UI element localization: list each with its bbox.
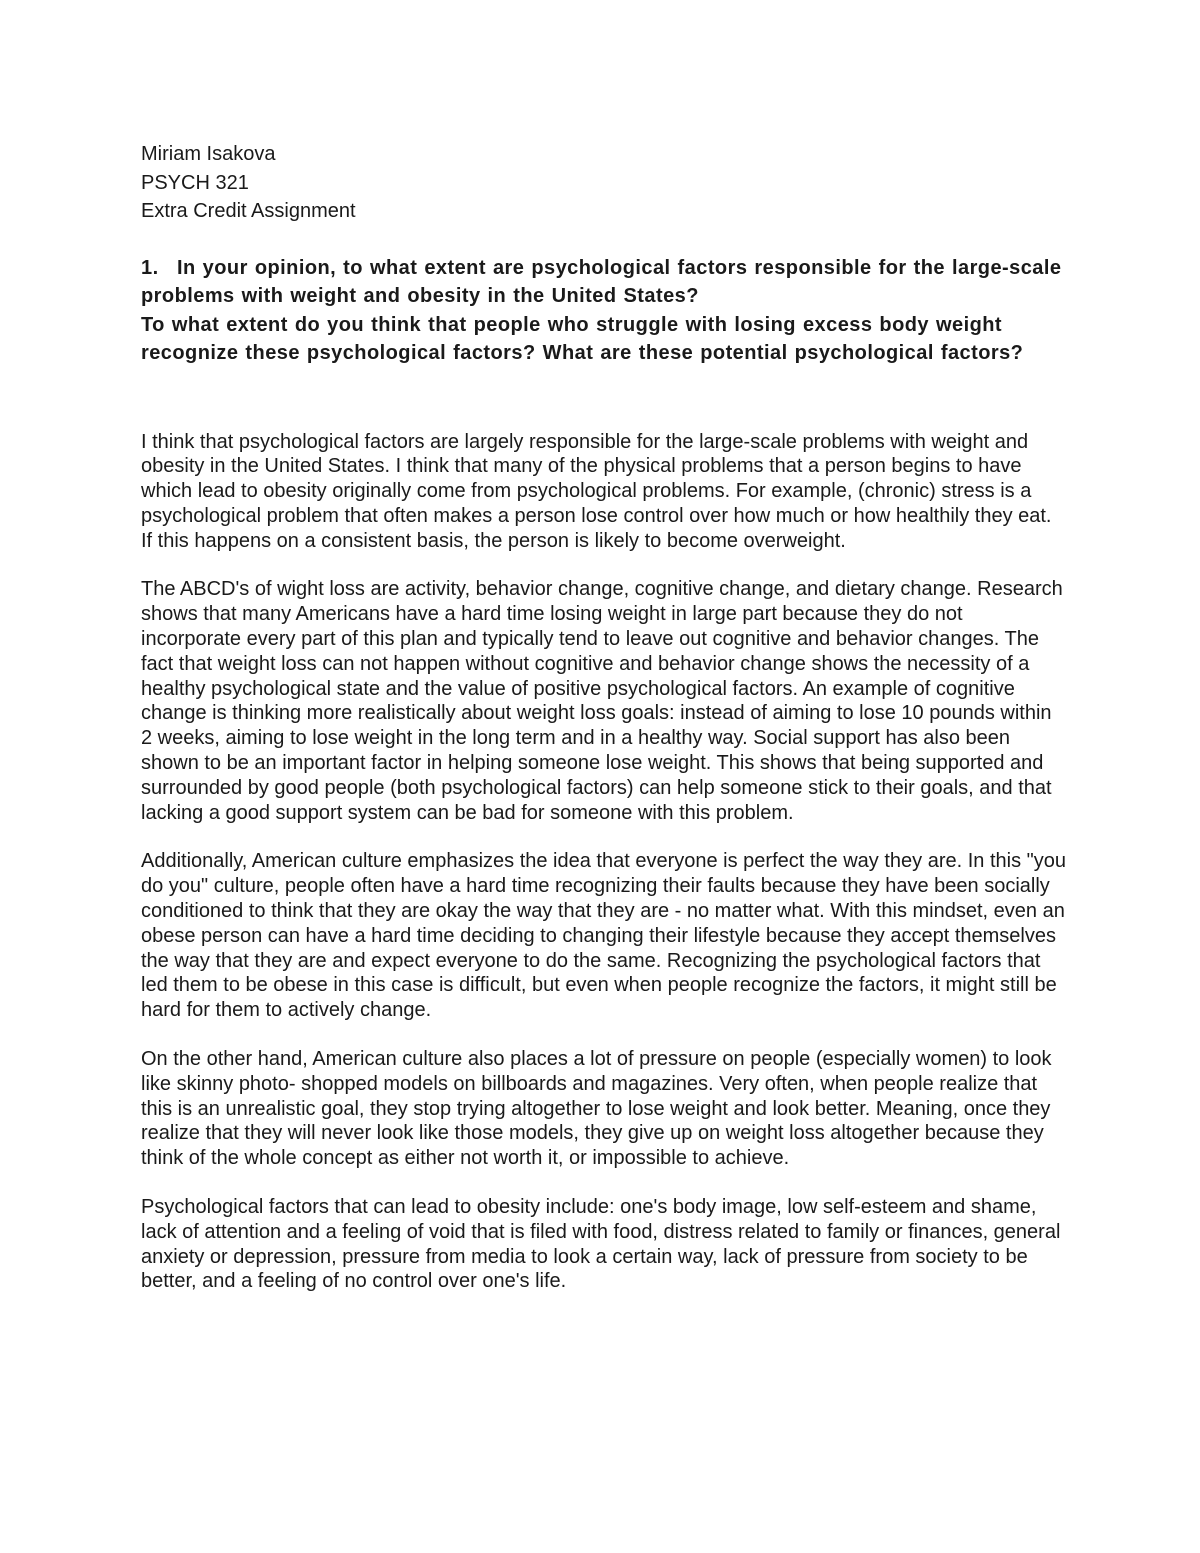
question-number: 1. <box>141 256 159 279</box>
answer-body <box>141 430 1066 1295</box>
answer-paragraph-5: Psychological factors that can lead to obesity include: one's body image, low self-esteem and shame, lack of attention and a feeling of void that is filed with food, distress related to family or finances, general anxiety or depression, pressure from media to look a certain way, lack of pressure from society to be better, and a feeling of no control over one's life. <box>141 1196 1061 1293</box>
question-block <box>141 254 1066 368</box>
answer-paragraph-3: Additionally, American culture emphasizes the idea that everyone is perfect the way they are. In this "you do you" culture, people often have a hard time recognizing their faults because they have been socially conditioned to think that they are okay the way that they are - no matter what. With this mindset, even an obese person can have a hard time deciding to changing their lifestyle because they accept themselves the way that they are and expect everyone to do the same. Recognizing the psychological factors that led them to be obese in this case is difficult, but even when people recognize the factors, it might still be hard for them to actively change. <box>141 850 1066 1022</box>
document-header <box>141 140 1066 226</box>
answer-paragraph-4: On the other hand, American culture also places a lot of pressure on people (especially women) to look like skinny photo- shopped models on billboards and magazines. Very often, when people realize that this is an unrealistic goal, they stop trying altogether to lose weight and look better. Meaning, once they realize that they will never look like those models, they give up on weight loss altogether because they think of the whole concept as either not worth it, or impossible to achieve. <box>141 1048 1052 1170</box>
question-line-1 <box>141 254 1066 311</box>
question-text-1: In your opinion, to what extent are psychological factors responsible for the large-scale problems with weight and obesity in the United States? <box>141 256 1062 307</box>
course-code: PSYCH 321 <box>141 171 249 194</box>
answer-paragraph-1: I think that psychological factors are largely responsible for the large-scale problems with weight and obesity in the United States. I think that many of the physical problems that a person begins to have which lead to obesity originally come from psychological problems. For example, (chronic) stress is a psychological problem that often makes a person lose control over how much or how healthily they eat. If this happens on a consistent basis, the person is likely to become overweight. <box>141 430 1052 552</box>
question-line-2: To what extent do you think that people who struggle with losing excess body weight recognize these psychological factors? What are these potential psychological factors? <box>141 313 1024 364</box>
author-name: Miriam Isakova <box>141 143 276 165</box>
document-content <box>141 140 1066 1318</box>
assignment-title: Extra Credit Assignment <box>141 200 356 222</box>
answer-paragraph-2: The ABCD's of wight loss are activity, behavior change, cognitive change, and dietary change. Research shows that many Americans have a hard time losing weight in large part because they do not incorporate every part of this plan and typically tend to leave out cognitive and behavior changes. The fact that weight loss can not happen without cognitive and behavior change shows the necessity of a healthy psychological state and the value of positive psychological factors. An example of cognitive change is thinking more realistically about weight loss goals: instead of aiming to lose 10 pounds within 2 weeks, aiming to lose weight in the long term and in a healthy way. Social support has also been shown to be an important factor in helping someone lose weight. This shows that being supported and surrounded by good people (both psychological factors) can help someone stick to their goals, and that lacking a good support system can be bad for someone with this problem. <box>141 578 1063 824</box>
